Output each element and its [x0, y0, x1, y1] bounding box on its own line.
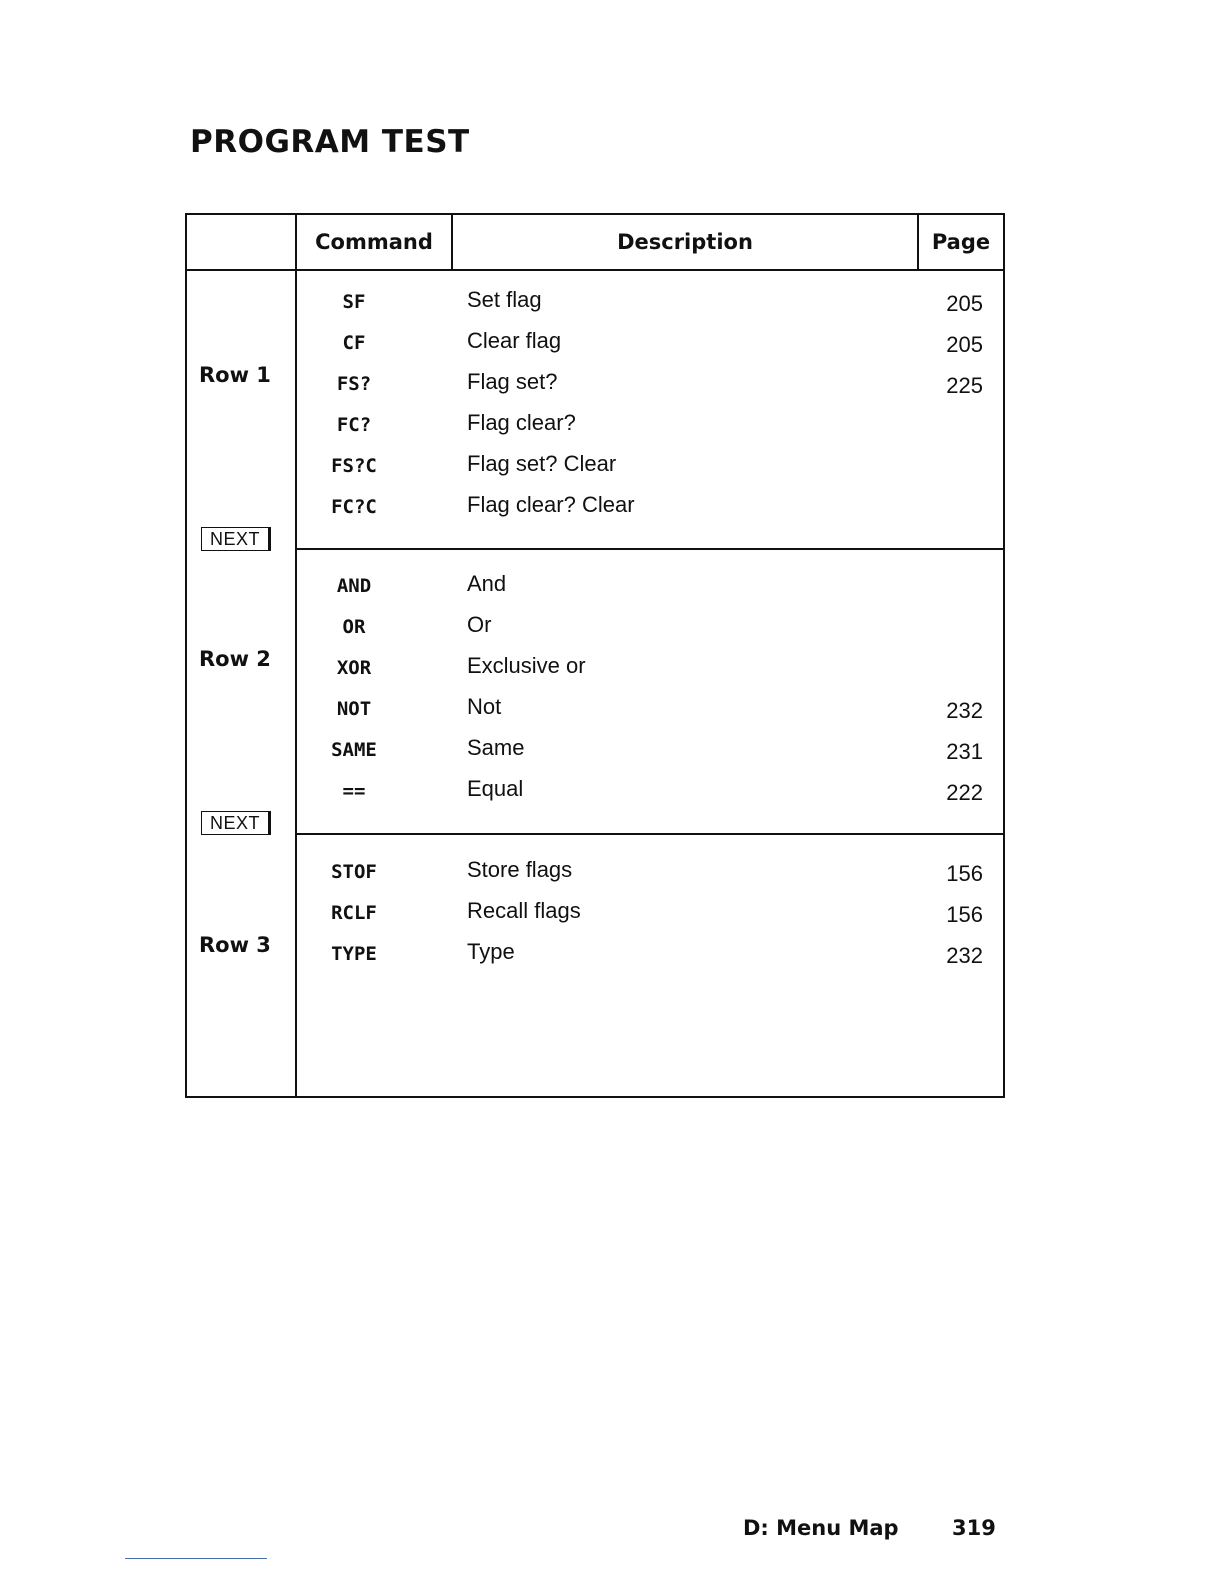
table-row	[299, 404, 1005, 444]
command-name: SAME	[331, 739, 377, 761]
command-name: SF	[342, 291, 366, 313]
command-description: Set flag	[467, 287, 542, 312]
command-description: Flag set? Clear	[467, 451, 617, 476]
command-name: FS?	[336, 373, 372, 395]
table-row	[299, 281, 1005, 321]
command-description: And	[467, 571, 507, 596]
next-key: NEXT	[201, 811, 271, 835]
page-reference: 205	[946, 291, 983, 316]
command-description: Flag clear?	[467, 410, 576, 435]
command-name: ==	[342, 780, 366, 802]
command-description: Exclusive or	[467, 653, 586, 678]
command-name: RCLF	[331, 902, 377, 924]
row-label-2: Row 2	[199, 647, 271, 671]
table-row	[299, 688, 1005, 728]
header-description: Description	[617, 230, 753, 254]
command-description: Flag clear? Clear	[467, 492, 635, 517]
command-description: Or	[467, 612, 492, 637]
table-row	[299, 933, 1005, 973]
table-row	[299, 565, 1005, 605]
table-row	[299, 445, 1005, 485]
command-name: TYPE	[331, 943, 377, 965]
page-reference: 231	[946, 739, 983, 764]
table-row	[299, 647, 1005, 687]
header-command: Command	[315, 230, 433, 254]
footer-page-number: 319	[952, 1516, 996, 1540]
command-description: Store flags	[467, 857, 573, 882]
page-reference: 205	[946, 332, 983, 357]
command-description: Recall flags	[467, 898, 581, 923]
header-page: Page	[931, 230, 991, 254]
table-row	[299, 363, 1005, 403]
page-reference: 222	[946, 780, 983, 805]
scan-edge-line	[125, 1558, 267, 1559]
table-row	[299, 851, 1005, 891]
row-label-1: Row 1	[199, 363, 271, 387]
page-reference: 232	[946, 698, 983, 723]
command-description: Flag set?	[467, 369, 558, 394]
row1-divider	[295, 548, 1003, 550]
page-reference: 225	[946, 373, 983, 398]
command-name: FC?C	[331, 496, 377, 518]
table-row	[299, 606, 1005, 646]
command-description: Same	[467, 735, 525, 760]
footer-section-title: D: Menu Map	[743, 1516, 899, 1540]
header-divider	[187, 269, 1003, 271]
command-name: OR	[342, 616, 366, 638]
table-row	[299, 486, 1005, 526]
table-row	[299, 322, 1005, 362]
command-name: FC?	[336, 414, 372, 436]
page-reference: 156	[946, 902, 983, 927]
page-reference: 232	[946, 943, 983, 968]
command-name: XOR	[336, 657, 372, 679]
next-key: NEXT	[201, 527, 271, 551]
command-name: CF	[342, 332, 366, 354]
menu-table	[185, 213, 1005, 1098]
row-label-divider	[295, 215, 297, 1096]
command-description: Clear flag	[467, 328, 562, 353]
command-description: Type	[467, 939, 515, 964]
command-name: STOF	[331, 861, 377, 883]
command-description: Equal	[467, 776, 524, 801]
command-name: AND	[336, 575, 372, 597]
table-row	[299, 729, 1005, 769]
table-row	[299, 770, 1005, 810]
table-row	[299, 892, 1005, 932]
command-name: FS?C	[331, 455, 377, 477]
command-description: Not	[467, 694, 502, 719]
page-title: PROGRAM TEST	[190, 124, 470, 160]
command-name: NOT	[336, 698, 372, 720]
row-label-3: Row 3	[199, 933, 271, 957]
page-reference: 156	[946, 861, 983, 886]
row2-divider	[295, 833, 1003, 835]
